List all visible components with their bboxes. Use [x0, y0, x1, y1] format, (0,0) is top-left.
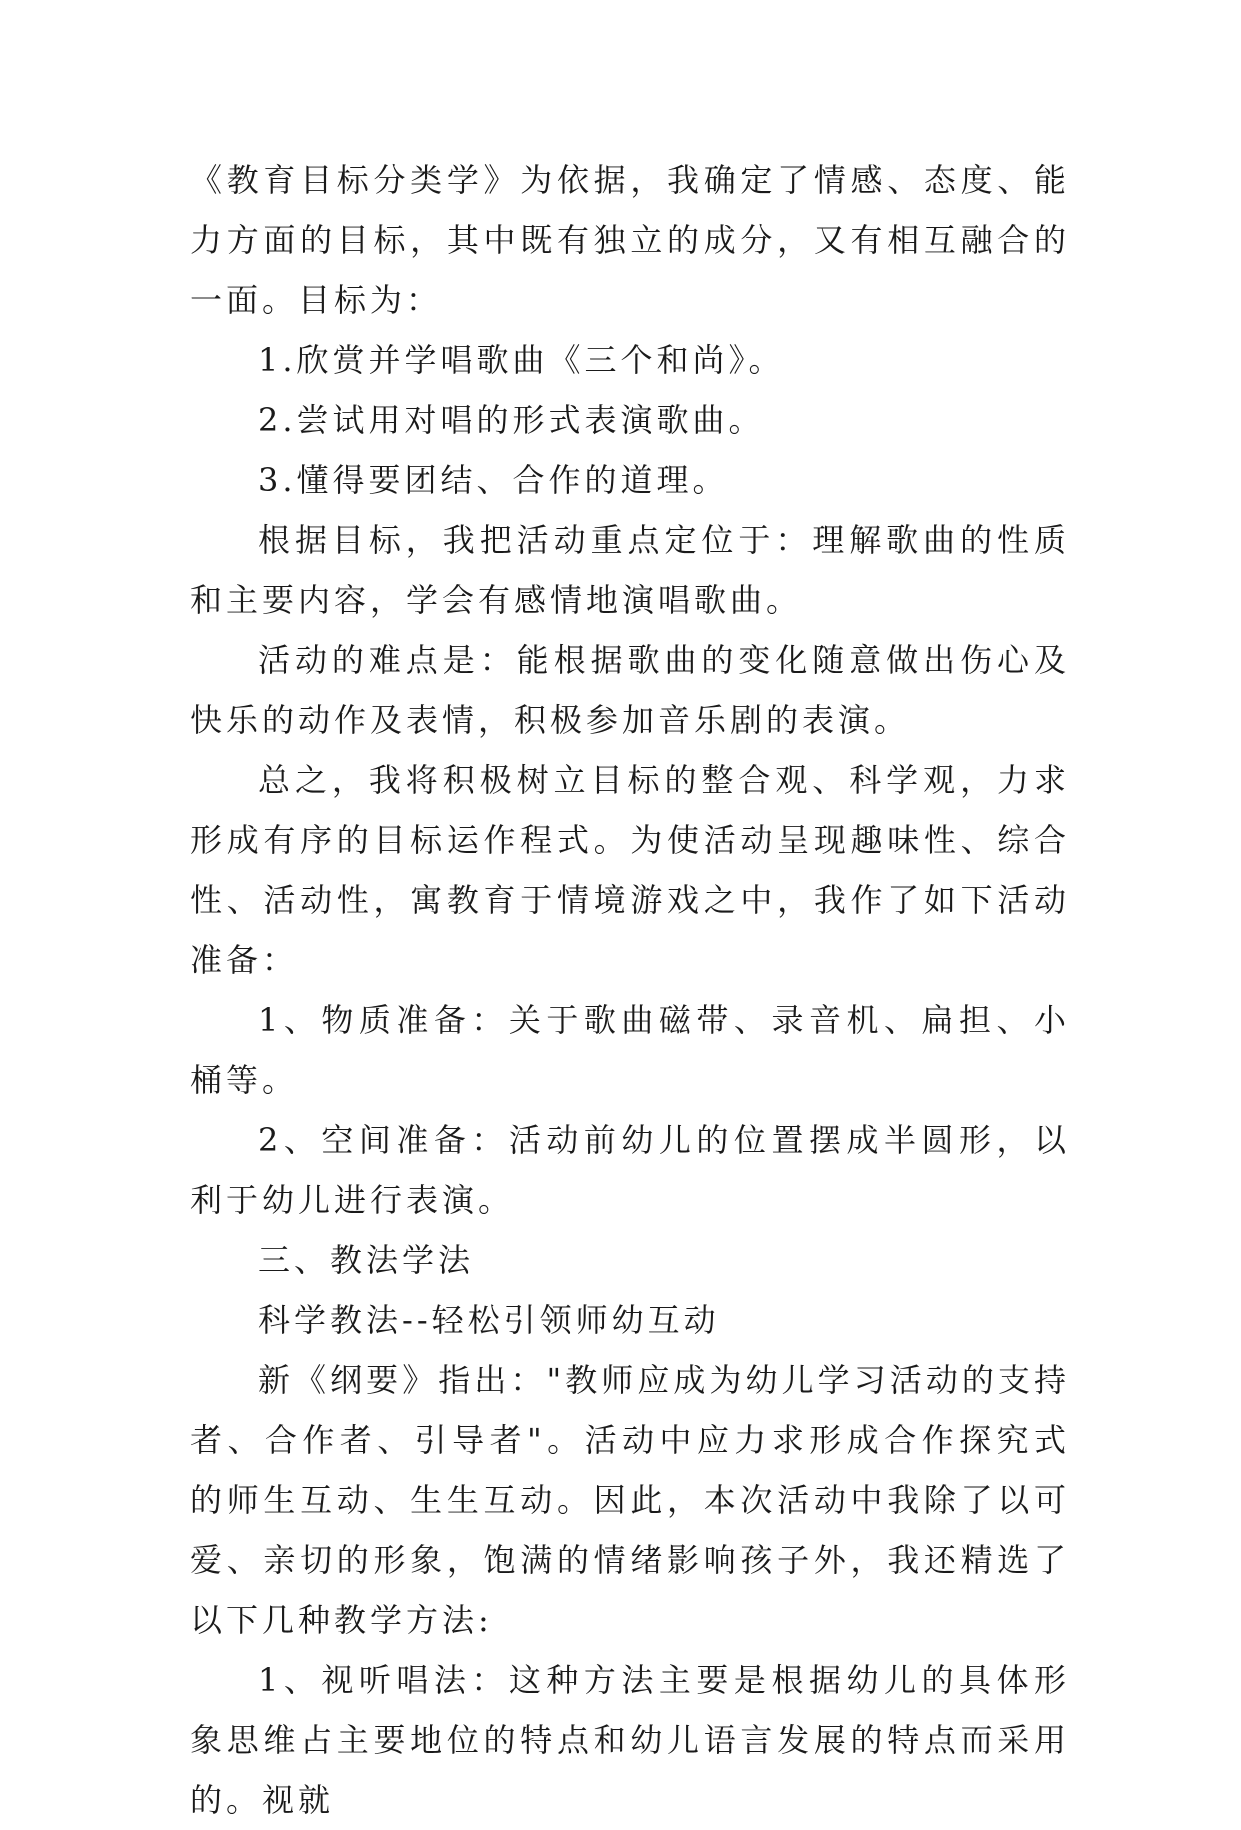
paragraph-difficulties: 活动的难点是：能根据歌曲的变化随意做出伤心及快乐的动作及表情，积极参加音乐剧的表演。	[190, 641, 1070, 739]
section-heading-teaching-methods: 三、教法学法	[258, 1241, 475, 1279]
subheading-scientific-teaching: 科学教法--轻松引领师幼互动	[258, 1301, 720, 1339]
paragraph-objective-1: 1.欣赏并学唱歌曲《三个和尚》。	[258, 341, 785, 379]
body-text	[190, 150, 1070, 1830]
paragraph-objective-2: 2.尝试用对唱的形式表演歌曲。	[258, 401, 765, 439]
paragraph-space-prep: 2、空间准备：活动前幼儿的位置摆成半圆形，以利于幼儿进行表演。	[190, 1121, 1070, 1219]
paragraph-summary: 总之，我将积极树立目标的整合观、科学观，力求形成有序的目标运作程式。为使活动呈现趣味性、综合性、活动性，寓教育于情境游戏之中，我作了如下活动准备：	[190, 761, 1070, 979]
paragraph-key-points: 根据目标，我把活动重点定位于：理解歌曲的性质和主要内容，学会有感情地演唱歌曲。	[190, 521, 1070, 619]
paragraph-audiovisual-method: 1、视听唱法：这种方法主要是根据幼儿的具体形象思维占主要地位的特点和幼儿语言发展的特点而采用的。视就	[190, 1661, 1070, 1819]
paragraph-objective-3: 3.懂得要团结、合作的道理。	[258, 461, 729, 499]
paragraph-objectives-intro: 《教育目标分类学》为依据，我确定了情感、态度、能力方面的目标，其中既有独立的成分，又有相互融合的一面。目标为：	[190, 161, 1070, 319]
paragraph-guidelines: 新《纲要》指出："教师应成为幼儿学习活动的支持者、合作者、引导者"。活动中应力求形成合作探究式的师生互动、生生互动。因此，本次活动中我除了以可爱、亲切的形象，饱满的情绪影响孩子外，我还精选了以下几种教学方法:	[190, 1361, 1070, 1639]
paragraph-material-prep: 1、物质准备：关于歌曲磁带、录音机、扁担、小桶等。	[190, 1001, 1070, 1099]
